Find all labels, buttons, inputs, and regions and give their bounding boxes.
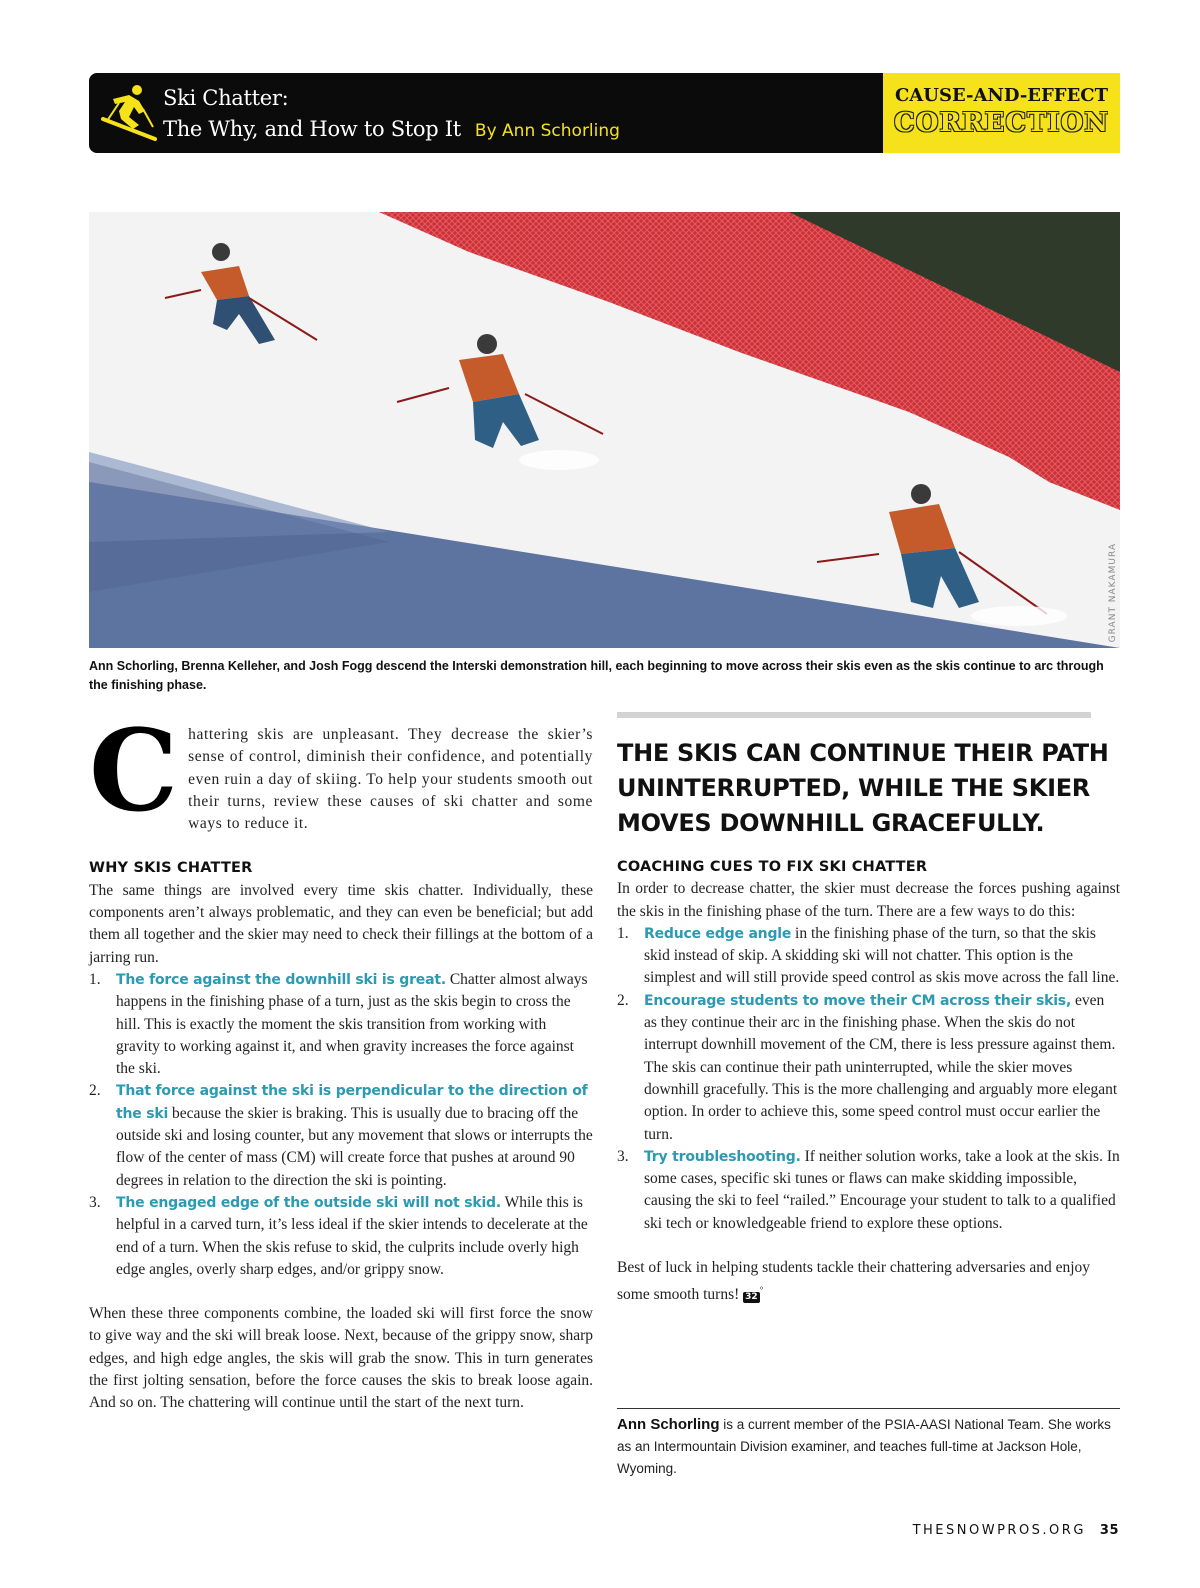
section-heading-why: WHY SKIS CHATTER (89, 860, 253, 877)
pull-quote: THE SKIS CAN CONTINUE THEIR PATH UNINTERRUPTED, WHILE THE SKIER MOVES DOWNHILL GRACEFULLY. (617, 739, 1109, 837)
bio-divider (617, 1408, 1120, 1409)
intro-paragraph: hattering skis are unpleasant. They decrease the skier’s sense of control, diminish their confidence, and potentially even ruin a day of skiing. To help your students smooth out their turns, review these causes of ski chatter and some ways to reduce it. (188, 726, 593, 833)
list-number: 2. (89, 1082, 101, 1100)
list-text: If neither solution works, take a look at the skis. In some cases, specific ski tunes or flaws can make skidding impossible, causing the ski to feel “railed.” Encourage your student to talk to a qualified ski tech or knowledgeable friend to explore these options. (644, 1147, 1120, 1232)
author-bio (617, 1414, 1120, 1480)
why-closing-paragraph: When these three components combine, the loaded ski will first force the snow to give way and the ski will break loose. Next, because of the grippy snow, sharp edges, and high edge angles, the skis will grab the snow. This in turn generates the first jolting sensation, before the force causes the skis to break loose again. And so on. The chattering will continue until the start of the next turn. (89, 1305, 593, 1412)
why-list (89, 969, 593, 1281)
right-column (617, 856, 1120, 1307)
bio-text: is a current member of the PSIA-AASI National Team. She works as an Intermountain Division examiner, and teaches full-time at Jackson Hole, Wyoming. (617, 1417, 1111, 1476)
end-mark-symbol: ° (759, 1285, 764, 1296)
category-banner (883, 73, 1120, 153)
why-paragraph: The same things are involved every time skis chatter. Individually, these components aren’t always problematic, and they can even be beneficial; but add them all together and the skier may need to check their fillings at the bottom of a jarring run. (89, 881, 593, 966)
list-item (89, 1080, 593, 1191)
category-label: CAUSE-AND-EFFECT (894, 85, 1109, 106)
photo-illustration (89, 212, 1120, 648)
photo-credit: GRANT NAKAMURA (1108, 542, 1118, 642)
left-column (89, 706, 593, 1415)
article-title-line1: Ski Chatter: (163, 86, 289, 110)
coaching-closing-paragraph (617, 1257, 1120, 1307)
skiers-photo (89, 212, 1120, 648)
list-text: in the finishing phase of the turn, so that the skis skid instead of skip. A skidding ski will not chatter. This option is the simplest and will still provide speed control as skis move across the fall line. (644, 924, 1120, 987)
coaching-list (617, 923, 1120, 1235)
list-highlight: Reduce edge angle (644, 925, 792, 942)
page-number: 35 (1099, 1523, 1119, 1538)
list-item (89, 969, 593, 1080)
skier-icon (99, 81, 159, 143)
list-text: Chatter almost always happens in the finishing phase of a turn, just as the skis begin to cross the hill. This is exactly the moment the skis transition from working with gravity to working against it, and when gravity increases the force against the ski. (116, 970, 588, 1078)
title-banner (89, 73, 883, 153)
pullquote-rule (617, 712, 1091, 718)
closing-text: Best of luck in helping students tackle their chattering adversaries and enjoy some smooth turns! (617, 1259, 1091, 1304)
list-item (617, 1146, 1120, 1235)
list-number: 2. (617, 991, 629, 1009)
coaching-paragraph: In order to decrease chatter, the skier must decrease the forces pushing against the skis in the finishing phase of the turn. There are a few ways to do this: (617, 880, 1120, 920)
photo-caption: Ann Schorling, Brenna Kelleher, and Josh Fogg descend the Interski demonstration hill, each beginning to move across their skis even as the skis continue to arc through the finishing phase. (89, 659, 1104, 692)
list-item (89, 1192, 593, 1281)
list-highlight: The engaged edge of the outside ski will not skid. (116, 1194, 502, 1211)
byline: By Ann Schorling (474, 121, 620, 141)
list-highlight: Try troubleshooting. (644, 1148, 801, 1165)
drop-cap: C (89, 706, 179, 837)
section-heading-coaching: COACHING CUES TO FIX SKI CHATTER (617, 859, 928, 875)
list-highlight: Encourage students to move their CM across their skis, (644, 992, 1072, 1009)
list-item (617, 923, 1120, 990)
page-footer (913, 1523, 1119, 1538)
list-number: 1. (617, 924, 629, 942)
footer-site: THESNOWPROS.ORG (912, 1523, 1086, 1538)
list-highlight: The force against the downhill ski is great. (116, 971, 446, 988)
list-number: 3. (89, 1193, 101, 1211)
list-number: 3. (617, 1147, 629, 1165)
article-header (89, 73, 1120, 153)
category-title: CORRECTION (894, 108, 1109, 138)
list-highlight: That force against the ski is perpendicular to the direction of the ski (116, 1083, 588, 1122)
list-number: 1. (89, 970, 101, 988)
list-text: While this is helpful in a carved turn, it’s less ideal if the skier intends to decelerate at the end of a turn. When the skis refuse to skid, the culprits include overly high edge angles, overly sharp edges, and/or grippy snow. (116, 1193, 588, 1278)
list-text: even as they continue their arc in the finishing phase. When the skis do not interrupt downhill movement of the CM, there is less pressure against them. The skis can continue their path uninterrupted, while the skier moves downhill gracefully. This is the more challenging and arguably more elegant option. In order to achieve this, some speed control must occur earlier the turn. (644, 991, 1118, 1143)
list-text: because the skier is braking. This is usually due to bracing off the outside ski and losing counter, but any movement that slows or interrupts the flow of the center of mass (CM) will create force that pushes at around 90 degrees in relation to the direction the ski is pointing. (116, 1104, 593, 1189)
end-mark-badge: 32 (745, 1291, 758, 1302)
bio-author-name: Ann Schorling (617, 1416, 720, 1433)
article-title-text: The Why, and How to Stop It (163, 117, 461, 141)
article-title-line2 (163, 117, 620, 141)
list-item (617, 990, 1120, 1146)
